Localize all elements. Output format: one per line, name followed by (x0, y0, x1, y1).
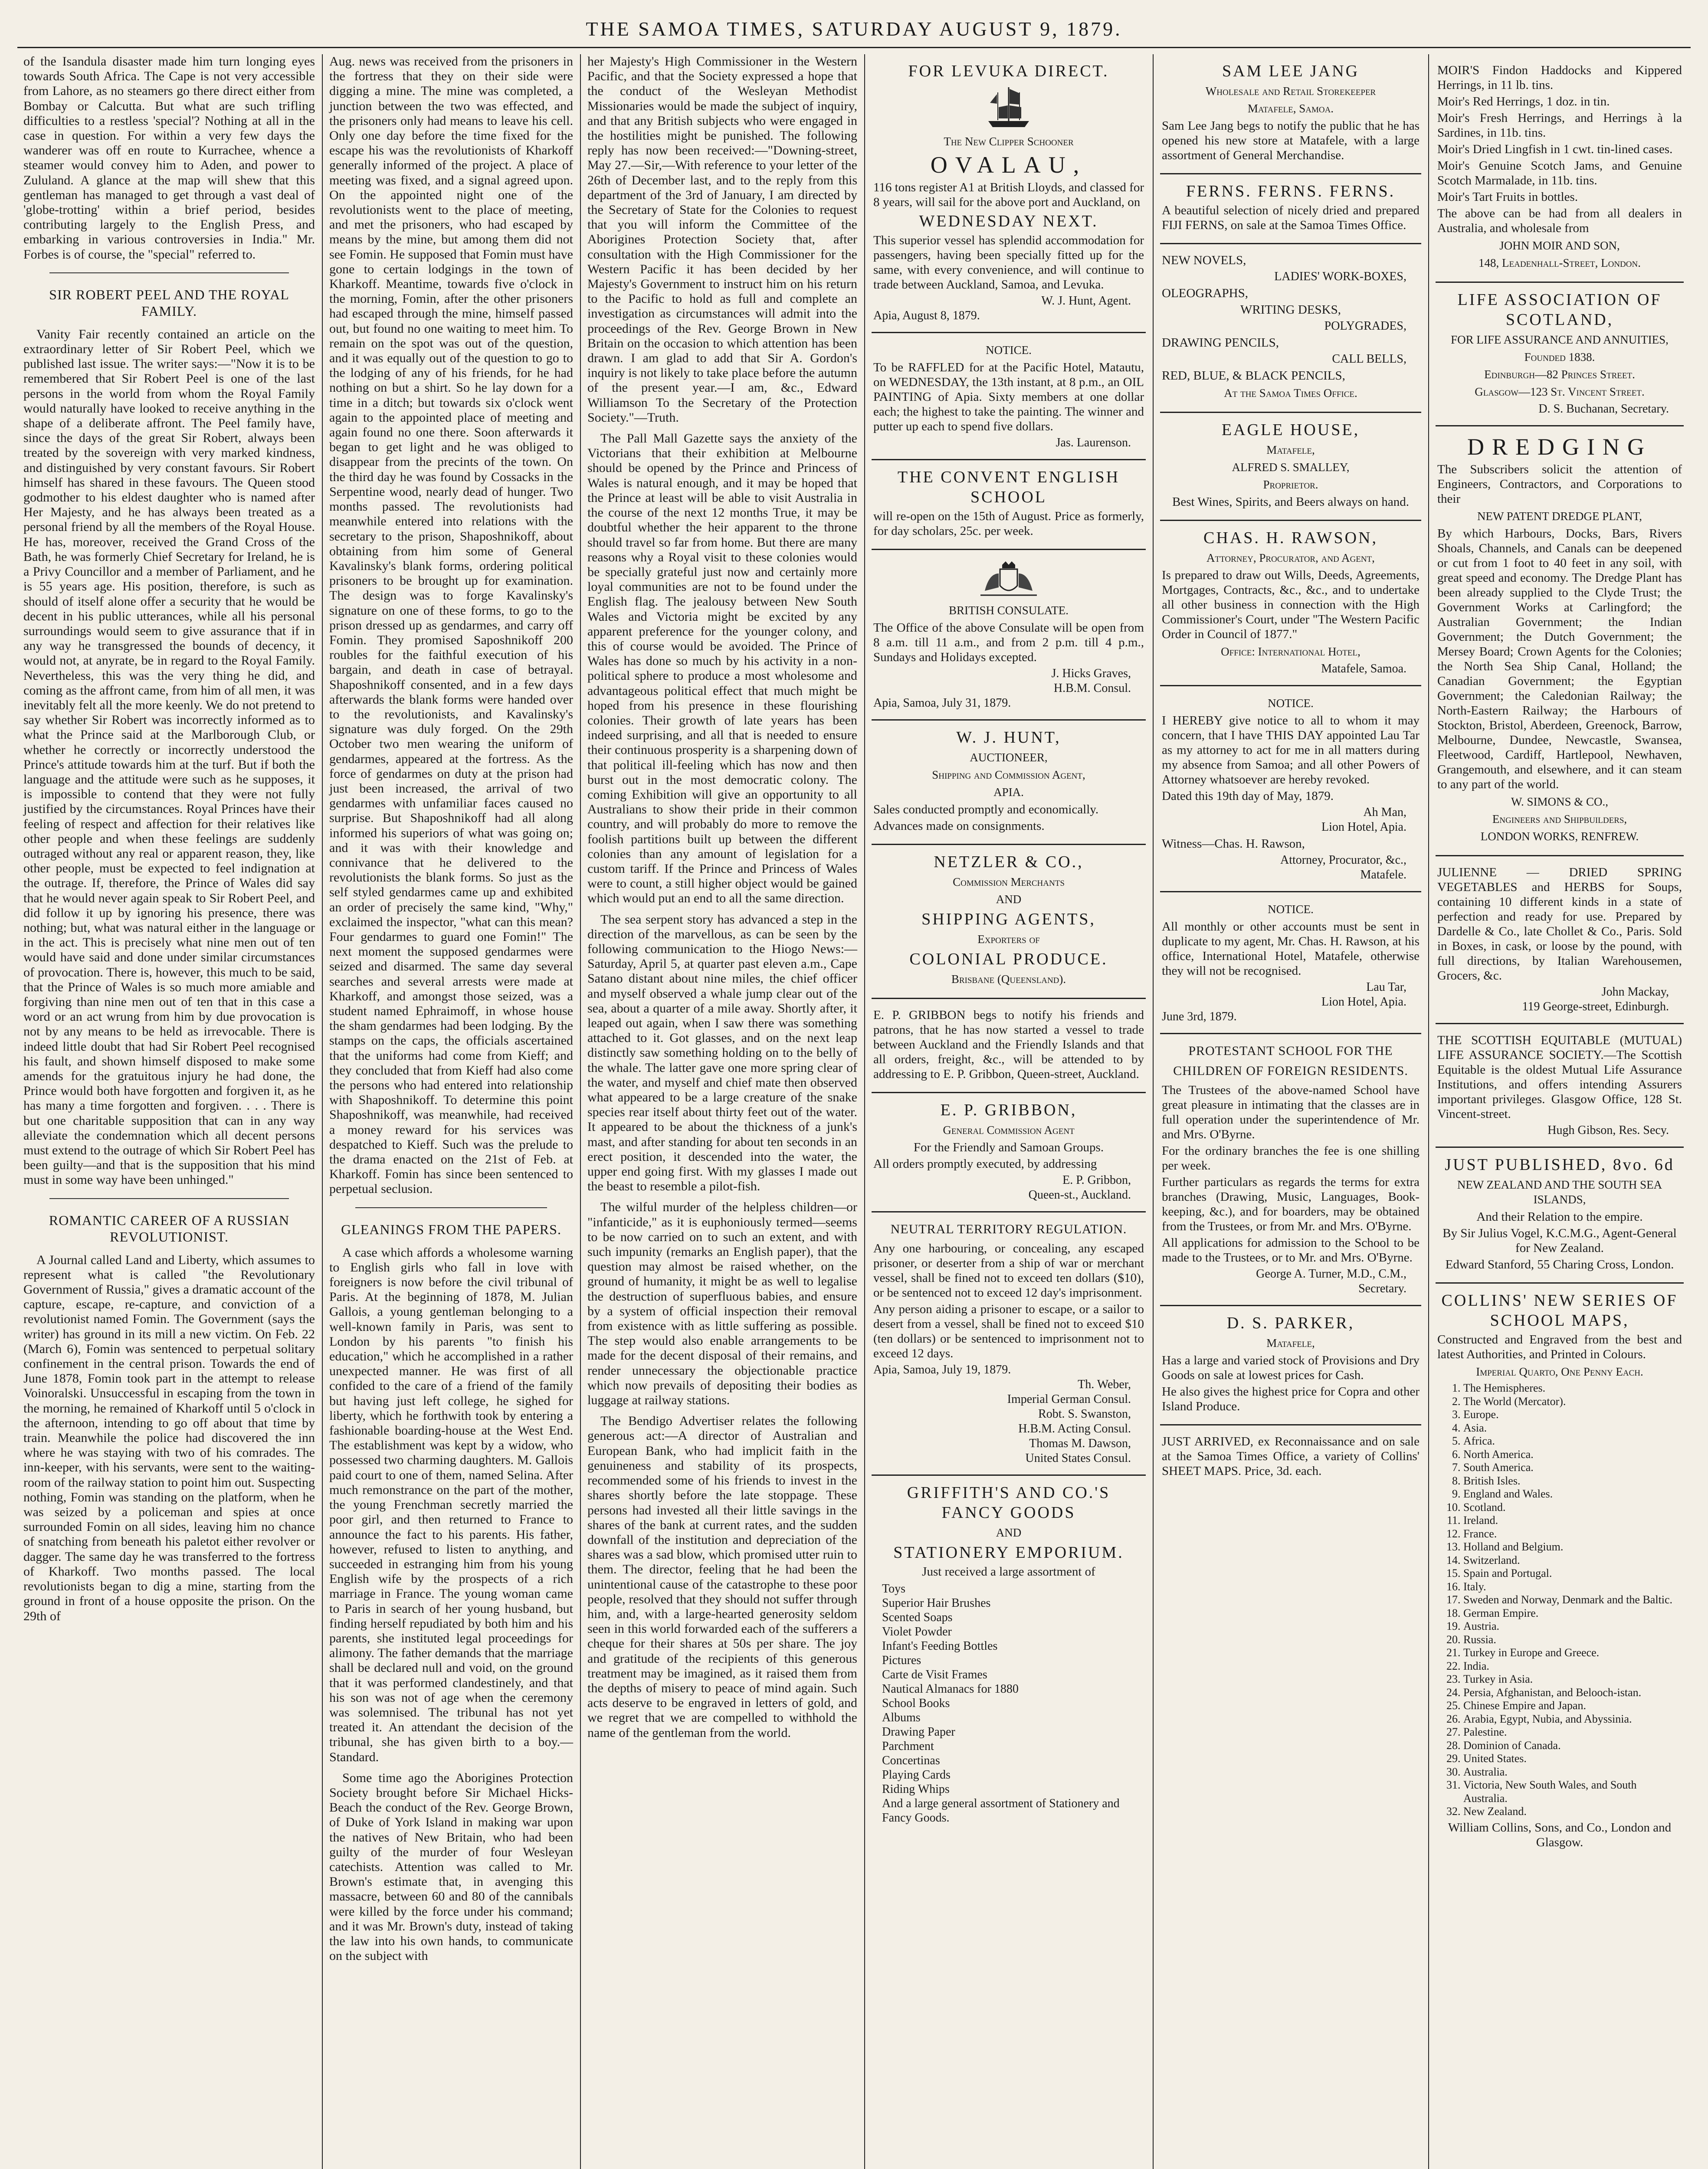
ad-signature: E. P. Gribbon, (1062, 1173, 1131, 1187)
list-item: 8. British Isles. (1463, 1474, 1682, 1488)
ad-text: Any person aiding a prisoner to escape, or a sailor to desert from a vessel, shall be fined not to exceed $10 (ten dollars) or be sentenced to imprisonment not to exceed 12 days. (873, 1302, 1144, 1360)
ad-signature: Engineers and Shipbuilders, (1492, 813, 1627, 826)
list-item: 30. Australia. (1463, 1766, 1682, 1779)
ad-dateline: Apia, Samoa, July 31, 1879. (873, 696, 1011, 710)
ad-signature: William Collins, Sons, and Co., London and Glasgow. (1448, 1820, 1672, 1849)
ad-text: NEW ZEALAND AND THE SOUTH SEA ISLANDS, (1457, 1178, 1662, 1206)
list-item: 24. Persia, Afghanistan, and Belooch-istan. (1463, 1686, 1682, 1700)
column-4 (865, 54, 1152, 2169)
ad-signature: W. J. Hunt, Agent. (1041, 294, 1131, 308)
ad-text: APIA. (993, 786, 1024, 799)
ad-signature: 119 George-street, Edinburgh. (1522, 1000, 1669, 1013)
ad-signature: LONDON WORKS, RENFREW. (1480, 830, 1639, 843)
ad-text: AND (996, 893, 1022, 906)
ad-just-published (1436, 1148, 1684, 1284)
list-item: 7. South America. (1463, 1461, 1682, 1474)
ad-text: All applications for admission to the School to be made to the Trustees, or to Mr. and Mrs. O'Byrne. (1162, 1236, 1420, 1265)
ad-heading: E. P. GRIBBON, (940, 1101, 1077, 1119)
ad-julienne (1436, 856, 1684, 1024)
ad-text: Matafele, Samoa. (1247, 102, 1334, 115)
article-russian-continuation: Aug. news was received from the prisoners in the fortress that they on their side were digging a mine. The mine was completed, a junction between the two was effected, and the prisoners only had means to leave his cell. Only one day before the time fixed for the escape his was the revolutionists of Kharkoff generally informed of the project. A place of meeting was fixed, and a signal agreed upon. On the appointed night one of the revolutionists went to the place of meeting, and met the prisoners, who had escaped by means by the mine, but among them did not see Fomin. He supposed that Fomin must have gone to certain lodgings in the town of Kharkoff. Meantime, towards five o'clock in the morning, Fomin, after the other prisoners had escaped through the mine, himself passed out, but found no one waiting to meet him. To remain on the spot was out of the question, and it was equally out of the question to go to the lodging of any of his friends, for he had nothing on but a shirt. So he lay down for a time in a ditch; but towards six o'clock went again to the appointed place of meeting and again found no one there. Soon afterwards it began to get light and he was obliged to disappear from the precints of the town. On the third day he was found by Cossacks in the Serpentine wood, nearly dead of hunger. Two months passed. The revolutionists had meanwhile entered into relations with the secretary to the prison, Shaposhnikoff, about obtaining from him some of General Kavalinsky's blank forms, ordering political prisoners to be brought up for examination. The design was to forge Kavalinsky's signature on one of these forms, to go to the prison dressed up as gendarmes, and carry off Fomin. They promised Saposhnikoff 200 roubles for the faithful execution of his bargain, and death in case of betrayal. Shaposhnikoff consented, and in a few days afterwards the blank forms were handed over to the revolutionists, and Kavalinsky's signature was duly forged. On the 29th October two men wearing the uniform of gendarmes, appeared at the fortress. As the force of gendarmes on duty at the prison had just been increased, the arrival of two gendarmes with unfamiliar faces caused no surprise. But Shaposhnikoff had all along informed his superiors of what was going on; and it was with their knowledge and connivance that he delivered to the revolutionists the blank forms. So just as the self styled gendarmes came up and exhibited an order of precisely the same kind, "Why," exclaimed the inspector, "what can this mean? Four gendarmes to guard one Fomin!" The next moment the supposed gendarmes were seized and disarmed. The same day several searches and several arrests were made at Kharkoff, and amongst those seized, was a student named Ephraimoff, in whose house the sham gendarmes had been lodging. By the stamps on the caps, the officials ascertained that the uniforms had come from Kieff; and they concluded that from Kieff had also come the persons who had entered into relationship with Shaposhnikoff. To determine this point Shaposhnikoff, was meanwhile, had received a money reward for his services was despatched to Kieff. Such was the prelude to the drama enacted on the 21st of Feb. at Kharkoff. Fomin has since been sentenced to perpetual seclusion. (329, 54, 573, 1196)
column-3 (581, 54, 863, 2169)
headline-russian: ROMANTIC CAREER OF A RUSSIAN REVOLUTIONIST. (49, 1212, 290, 1245)
ad-heading: NOTICE. (1268, 903, 1314, 916)
ad-heading: NEUTRAL TERRITORY REGULATION. (890, 1222, 1127, 1236)
list-item: Infant's Feeding Bottles (882, 1639, 998, 1653)
ad-text: WRITING DESKS, (1240, 303, 1341, 317)
ad-hunt-auctioneer (872, 721, 1146, 845)
list-item: 12. France. (1463, 1527, 1682, 1541)
ad-signature: John Mackay, (1601, 985, 1669, 999)
royal-crest-icon (976, 560, 1041, 600)
ad-text: The New Clipper Schooner (944, 135, 1074, 148)
list-item: 25. Chinese Empire and Japan. (1463, 1699, 1682, 1713)
ad-text: I HEREBY give notice to all to whom it may concern, that I have THIS DAY appointed Lau Tar as my attorney to act for me in all matters during my absence from Samoa; and all other Powers of Attorney whatsoever are hereby revoked. (1162, 714, 1420, 786)
ad-signature: Jas. Laurenson. (1056, 436, 1131, 449)
ad-signature: Matafele. (1360, 868, 1406, 881)
ad-text: Has a large and varied stock of Provisions and Dry Goods on sale at lowest prices for Cash. (1162, 1353, 1420, 1382)
list-item: Playing Cards (882, 1768, 951, 1782)
ad-text: Is prepared to draw out Wills, Deeds, Agreements, Mortgages, Contracts, &c., &c., and to undertake all other business in connection with the High Commissioner's Court, under "The Western Pacific Order in Council of 1877." (1162, 568, 1420, 641)
ad-netzler (872, 845, 1146, 999)
ad-text: Edinburgh—82 Princes Street. (1484, 368, 1635, 381)
ad-text: He also gives the highest price for Copra and other Island Produce. (1162, 1385, 1420, 1413)
ad-text: 148, Leadenhall-Street, London. (1479, 256, 1641, 269)
ad-signature: George A. Turner, M.D., C.M., (1256, 1267, 1406, 1281)
ad-signature: H.B.M. Acting Consul. (1018, 1422, 1131, 1435)
list-item: Parchment (882, 1740, 934, 1753)
ad-text: LADIES' WORK-BOXES, (1274, 270, 1406, 283)
list-item: 5. Africa. (1463, 1435, 1682, 1448)
ad-text: CALL BELLS, (1332, 352, 1406, 366)
ad-heading: LIFE ASSOCIATION OF SCOTLAND, (1457, 291, 1662, 329)
ad-text: Shipping and Commission Agent, (932, 768, 1085, 781)
ad-rawson (1160, 521, 1421, 686)
ad-text: For the Friendly and Samoan Groups. (913, 1140, 1104, 1154)
ad-text: This superior vessel has splendid accommodation for passengers, having been specially fitted up for the same, with every convenience, and will continue to trade between Auckland, Samoa, and Levuka. (873, 233, 1144, 292)
masthead-rule (17, 47, 1691, 48)
ad-heading: FERNS. FERNS. FERNS. (1186, 182, 1396, 200)
ad-text: NEW PATENT DREDGE PLANT, (1477, 510, 1642, 523)
ad-heading: NOTICE. (986, 344, 1032, 357)
column-6 (1429, 54, 1690, 2169)
column-1 (17, 54, 321, 2169)
ad-text: THE SCOTTISH EQUITABLE (MUTUAL) LIFE ASSURANCE SOCIETY.—The Scottish Equitable is the oldest Mutual Life Assurance Institutions, and offers intending Assurers important privileges. Glasgow Office, 128 St. Vincent-street. (1437, 1033, 1682, 1121)
ad-signature: Robt. S. Swanston, (1038, 1407, 1131, 1421)
list-item: 13. Holland and Belgium. (1463, 1540, 1682, 1554)
ad-text: NEW NOVELS, (1162, 253, 1246, 267)
ad-text: JOHN MOIR AND SON, (1499, 239, 1620, 252)
ad-dateline: Apia, August 8, 1879. (873, 309, 980, 322)
ad-text: General Commission Agent (943, 1124, 1075, 1137)
gleaning-paragraph: A case which affords a wholesome warning to English girls who fall in love with foreigners is now before the civil tribunal of Paris. At the beginning of 1878, M. Julian Gallois, a young gentleman belonging to a well-known family in Paris, was sent to London by his parents "to finish his education," which he accomplished in a rather unexpected manner. He was first of all confided to the care of a friend of the family but having just left college, he sighed for liberty, which he forthwith took by entering a fashionable boarding-house at the West End. The establishment was kept by a widow, who possessed two charming daughters. M. Gallois paid court to one of them, named Selina. After much remonstrance on the part of the mother, the young Frenchman secretly married the poor girl, and then returned to France to announce the fact to his parents. His father, however, refused to listen to anything, and succeeded in estranging him from his young English wife by the prospects of a rich marriage in France. The young woman came to Paris in search of her young husband, but finding herself repudiated by both him and his parents, she instituted legal proceedings for alimony. The father demands that the marriage shall be declared null and void, on the ground that it was performed clandestinely, and that his son was not of age when the ceremony was solemnised. The tribunal has not yet treated it. An attendant the decision of the tribunal, she has given birth to a boy.—Standard. (329, 1245, 573, 1764)
gleaning-paragraph: The wilful murder of the helpless children—or "infanticide," as it is euphoniously termed—seems to be now carried on to such an extent, and with such impunity (remarks an English paper), that the question may almost be raised whether, on the ground of humanity, it might be as well to legalise the destruction of superfluous babies, and ensure by a system of official inspection their removal from existence with as little suffering as possible. The step would also enable arrangements to be made for the decent disposal of their remains, and render unnecessary the objectionable practice which now prevails of depositing their bodies as luggage at railway stations. (587, 1200, 857, 1408)
ad-heading: DREDGING (1467, 434, 1652, 460)
ad-text: All monthly or other accounts must be sent in duplicate to my agent, Mr. Chas. H. Rawson, at his office, International Hotel, Matafele, otherwise they will not be recognised. (1162, 920, 1420, 978)
ad-text: STATIONERY EMPORIUM. (893, 1543, 1124, 1562)
ad-text: ALFRED S. SMALLEY, (1232, 461, 1350, 474)
ad-text: Moir's Genuine Scotch Jams, and Genuine Scotch Marmalade, in 11b. tins. (1437, 159, 1682, 187)
list-item: 2. The World (Mercator). (1463, 1395, 1682, 1409)
sailing-date: WEDNESDAY NEXT. (919, 212, 1098, 230)
article-separator (49, 272, 289, 273)
ad-text: A beautiful selection of nicely dried and prepared FIJI FERNS, on sale at the Samoa Times Office. (1162, 203, 1420, 232)
ad-notice-attorney (1160, 686, 1421, 892)
list-item: Scented Soaps (882, 1611, 953, 1624)
ad-text: RED, BLUE, & BLACK PENCILS, (1162, 369, 1345, 383)
list-item: 6. North America. (1463, 1448, 1682, 1461)
list-item: 17. Sweden and Norway, Denmark and the Baltic. (1463, 1593, 1682, 1607)
ad-text: Proprietor. (1263, 478, 1318, 491)
ad-heading: NETZLER & CO., (934, 853, 1084, 871)
ad-text: Wholesale and Retail Storekeeper (1205, 85, 1376, 98)
list-item: 22. India. (1463, 1660, 1682, 1673)
ad-heading: THE CONVENT ENGLISH SCHOOL (897, 468, 1120, 506)
ad-dateline: June 3rd, 1879. (1162, 1010, 1237, 1023)
ad-text: Moir's Red Herrings, 1 doz. in tin. (1437, 95, 1610, 108)
ad-text: For the ordinary branches the fee is one shilling per week. (1162, 1144, 1420, 1173)
ad-text: Any one harbouring, or concealing, any escaped prisoner, or deserter from a ship of war or merchant vessel, shall be fined not to exceed ten dollars ($10), or be sentenced not to exceed 12 day's imprisonment. (873, 1242, 1144, 1300)
article-separator (355, 1207, 547, 1208)
ad-text: Matafele, Samoa. (1321, 662, 1406, 675)
column-2 (323, 54, 579, 2169)
ad-text: Matafele, (1266, 443, 1315, 456)
gleaning-paragraph: Some time ago the Aborigines Protection Society brought before Sir Michael Hicks-Beach the conduct of the Rev. George Brown, of Duke of York Island in making war upon the natives of New Britain, who had been guilty of the murder of four Wesleyan catechists. Attention was called to Mr. Brown's estimate that, in avenging this massacre, between 60 and 80 of the cannibals were killed by the force under his command; and it was Mr. Brown's duty, instead of taking the law into his own hands, to communicate on the subject with (329, 1770, 573, 1963)
ad-text: Founded 1838. (1524, 351, 1595, 364)
ad-griffith-emporium (872, 1476, 1146, 1834)
ad-text: JUST ARRIVED, ex Reconnaissance and on sale at the Samoa Times Office, a variety of Collins' SHEET MAPS. Price, 3d. each. (1162, 1435, 1420, 1478)
ad-text: Matafele, (1266, 1337, 1315, 1350)
list-item: 11. Ireland. (1463, 1514, 1682, 1527)
ad-text: E. P. GRIBBON begs to notify his friends and patrons, that he has now started a vessel to trade between Auckland and the Friendly Islands and that all orders, freight, &c., will be attended to by addressing to E. P. Gribbon, Queen-street, Auckland. (873, 1008, 1144, 1081)
ad-text: The Trustees of the above-named School have great pleasure in intimating that the classes are in full operation under the superintendence of Mr. and Mrs. O'Byrne. (1162, 1083, 1420, 1141)
ad-dateline: Apia, Samoa, July 19, 1879. (873, 1363, 1011, 1376)
ad-text: Exporters of (977, 933, 1040, 946)
ad-text: Just received a large assortment of (922, 1565, 1095, 1579)
list-item: 31. Victoria, New South Wales, and South Australia. (1463, 1779, 1682, 1805)
ad-text: 116 tons register A1 at British Lloyds, and classed for 8 years, will sail for the above port and Auckland, on (873, 180, 1144, 209)
list-item: 3. Europe. (1463, 1408, 1682, 1422)
gleaning-paragraph: The sea serpent story has advanced a step in the direction of the marvellous, as can be seen by the following communication to the Hiogo News:—Saturday, April 5, at quarter past eleven a.m., Cape Satano distant about nine miles, the chief officer and myself observed a whale jump clear out of the sea, about a quarter of a mile away. Shortly after, it leaped out again, when I saw there was something attached to it. Got glasses, and on the next leap distinctly saw something holding on to the belly of the whale. The latter gave one more spring clear of the water, and myself and chief mate then observed what appeared to be a large creature of the snake species rear itself about thirty feet out of the water. It appeared to be about the thickness of a junk's mast, and after standing for about ten seconds in an erect position, it descended into the water, the upper end going first. With my glasses I made out the beast to resemble a pilot-fish. (587, 912, 857, 1194)
ad-text: OLEOGRAPHS, (1162, 286, 1248, 300)
ad-heading: SAM LEE JANG (1222, 62, 1360, 80)
ad-sam-lee-jang (1160, 54, 1421, 174)
ad-moir (1436, 54, 1684, 283)
list-item: 9. England and Wales. (1463, 1488, 1682, 1501)
list-item: 18. German Empire. (1463, 1607, 1682, 1620)
sailing-ship-icon (985, 84, 1033, 131)
ad-notice-accounts (1160, 892, 1421, 1034)
ad-heading: W. J. HUNT, (956, 728, 1061, 747)
list-item: 10. Scotland. (1463, 1501, 1682, 1514)
list-item: 32. New Zealand. (1463, 1805, 1682, 1818)
map-list (1463, 1382, 1682, 1818)
ad-gribbon-vessel (872, 999, 1146, 1093)
ad-convent-school (872, 460, 1146, 550)
list-item: 15. Spain and Portugal. (1463, 1567, 1682, 1580)
ad-heading: EAGLE HOUSE, (1221, 421, 1360, 439)
ad-heading: BRITISH CONSULATE. (948, 604, 1069, 617)
ad-signature: Lion Hotel, Apia. (1321, 995, 1406, 1009)
ad-heading: FOR LEVUKA DIRECT. (908, 62, 1109, 80)
ad-text: AND (996, 1526, 1022, 1539)
article-russian-body: A Journal called Land and Liberty, which assumes to represent what is called "the Revolutionary Government of Russia," gives a dramatic account of the capture, escape, re-capture, and conviction of a revolutionist named Fomin. The Government (says the writer) has ground in its mill a new victim. On Feb. 22 (March 6), Fomin was sentenced to perpetual solitary confinement in the central prison. Towards the end of June 1878, Fomin took part in the attempt to release Voinoralski. Unsuccessful in escaping from the town in the morning, he remained of Kharkoff until 5 o'clock in the afternoon, intending to go off about that time by train. Meanwhile the police had discovered the inn where he was staying with two of his comrades. The inn-keeper, with his servants, were sent to the waiting-room of the railway station to point him out. Suspecting nothing, Fomin was standing on the platform, when he was seized by a policeman and spies at once surrounded Fomin on all sides, leaving him no chance of snatching from beneath his paletot either revolver or dagger. The same day he was transferred to the fortress of Kharkoff. Two months passed. The local revolutionists began to dig a mine, starting from the ground in front of a house opposite the prison. On the 29th of (23, 1252, 315, 1623)
ad-signature: Ah Man, (1363, 806, 1406, 819)
ad-text: DRAWING PENCILS, (1162, 336, 1279, 350)
list-item: School Books (882, 1697, 950, 1710)
column-divider (580, 54, 581, 2169)
ad-text: The above can be had from all dealers in Australia, and wholesale from (1437, 206, 1682, 235)
newspaper-title: THE SAMOA TIMES, SATURDAY AUGUST 9, 1879. (586, 18, 1122, 40)
ad-collins-maps (1436, 1284, 1684, 1860)
ad-raffle-notice (872, 333, 1146, 460)
ad-text: Moir's Tart Fruits in bottles. (1437, 190, 1578, 204)
ad-text: Glasgow—123 St. Vincent Street. (1475, 385, 1645, 398)
ad-heading: JUST PUBLISHED, 8vo. 6d (1445, 1156, 1675, 1174)
ad-neutral-territory (872, 1212, 1146, 1476)
ad-eagle-house (1160, 413, 1421, 521)
ad-text: JULIENNE — DRIED SPRING VEGETABLES and HERBS for Soups, containing 10 different kinds in a state of perfection and ready for use. Prepared by Dardelle & Co., late Chollet & Co., Paris. Sold in Boxes, in cask, or loose by the pound, with full directions, by Italian Warehousemen, Grocers, &c. (1437, 865, 1682, 983)
list-item: 28. Dominion of Canada. (1463, 1739, 1682, 1753)
article-separator (49, 1198, 289, 1199)
ad-signature: Th. Weber, (1078, 1378, 1131, 1391)
ad-life-association (1436, 283, 1684, 426)
masthead (0, 0, 1708, 52)
column-divider (1428, 54, 1429, 2169)
ad-gribbon-agent (872, 1093, 1146, 1212)
ad-text: Attorney, Procurator, and Agent, (1206, 551, 1375, 564)
goods-list (873, 1582, 1144, 1825)
ad-signature: Hugh Gibson, Res. Secy. (1547, 1124, 1669, 1137)
ad-text: Edward Stanford, 55 Charing Cross, London. (1445, 1258, 1674, 1271)
ad-text: By Sir Julius Vogel, K.C.M.G., Agent-General for New Zealand. (1442, 1226, 1677, 1255)
list-item: Carte de Visit Frames (882, 1668, 987, 1681)
ad-signature: Lion Hotel, Apia. (1321, 820, 1406, 834)
list-item: 21. Turkey in Europe and Greece. (1463, 1646, 1682, 1660)
list-item: 23. Turkey in Asia. (1463, 1673, 1682, 1686)
ad-text: will re-open on the 15th of August. Price as formerly, for day scholars, 25c. per week. (873, 509, 1144, 538)
ad-signature: Thomas M. Dawson, (1029, 1437, 1131, 1450)
list-item: Superior Hair Brushes (882, 1596, 991, 1610)
article-peel-body: Vanity Fair recently contained an article on the extraordinary letter of Sir Robert Peel, which we published last issue. The writer says:—"Now it is to be remembered that Sir Robert Peel is one of the last persons in the world from whom the Royal Family would naturally have looked to receive anything in the shape of a deliberate affront. The Peel family have, since the days of the great Sir Robert, always been treated by the sovereign with very marked kindness, and distinguished by very constant favours. Sir Robert himself has shared in these favours. The Queen stood godmother to his eldest daughter who is named after Her Majesty, and he has always been treated as a personal friend by all the members of the Royal House. He has, moreover, received the Grand Cross of the Bath, he was formerly Chief Secretary for Ireland, he is a Privy Councillor and a member of Parliament, and he is 55 years age. His position, therefore, is such as should of itself alone offer a security that he would be decent in his public utterances, while all his personal surroundings would seem to give assurance that if in any way he transgressed the bounds of decency, it would not, at anyrate, be in regard to the Royal Family. Nevertheless, this was the very thing he did, and coming as the affront came, from him of all men, it was inevitably felt all the more keenly. We do not pretend to say whether Sir Robert was incorrectly informed as to what the Prince said at the Marlborough Club, or whether he correctly or incorrectly understood the Prince's attitude towards him at the turf. But if both the language and the attitude were such as he supposes, it is impossible to contend that they were not fully justified by the circumstances. Royal Princes have their feeling of respect and affection for their relatives like other people and when these feelings are suddenly outraged without any real or apparent reason, they, like other people, must be expected to feel indignation at the outrage. If, therefore, the Prince of Wales did say that he would never again speak to Sir Robert Peel, and did follow it up by ignoring his presence, there was nothing; but, what was natural either in the language or in the act. This is precisely what nine men out of ten would have said and done under similar circumstances of provocation. There is, however, this much to be said, that the Prince of Wales is so much more amiable and forgiving than nine men out of ten that in this case a word or an act wrung from him by due provocation is not by any means to be held as irrevocable. There is indeed little doubt that had Sir Robert Peel recognised his fault, and shown himself disposed to make some amends for the gratuitous injury he had done, the Prince would both have forgotten and forgiven it, as he has many a time forgotten and forgiven. . . . There is but one charitable supposition that can in any way alleviate the condemnation which all decent persons must extend to the outrage of which Sir Robert Peel has been guilty—and that is the supposition that his mind must in some way have been unhinged." (23, 327, 315, 1187)
ad-text: FANCY GOODS (941, 1504, 1076, 1522)
ad-text: SHIPPING AGENTS, (921, 910, 1096, 928)
ad-just-arrived (1160, 1425, 1421, 1489)
ad-text: COLONIAL PRODUCE. (909, 950, 1108, 968)
ad-text: Office: International Hotel, (1221, 645, 1360, 658)
ad-heading: GRIFFITH'S AND CO.'S (907, 1484, 1111, 1502)
ad-levuka-direct (872, 54, 1146, 333)
list-item: 20. Russia. (1463, 1633, 1682, 1647)
ad-signature: W. SIMONS & CO., (1511, 795, 1609, 808)
ad-text: Commission Merchants (953, 875, 1065, 888)
ad-text: Moir's Dried Lingfish in 1 cwt. tin-lined cases. (1437, 142, 1673, 156)
ad-signature: J. Hicks Graves, (1051, 667, 1131, 680)
ad-scottish-equitable (1436, 1024, 1684, 1148)
gleaning-paragraph: The Bendigo Advertiser relates the following generous act:—A director of Australian and European Bank, who had implicit faith in the genuineness and stability of its prospects, recommended some of his friends to invest in the shares shortly before the late stoppage. These persons had invested all their little savings in the shares of the bank at current rates, and the sudden downfall of the institution and depreciation of the shares was a sad blow, which promised utter ruin to them. The director, feeling that he had been the unintentional cause of the catastrophe to these poor people, resolved that they should not suffer through him, and, with a large-hearted generosity seldom seen in this world forwarded each of the sufferers a cheque for their shares at 50s per share. The joy and gratitude of the recipients of this generous treatment may be imagined, as it raised them from the depths of misery to peace of mind again. Such acts deserve to be engraved in letters of gold, and we regret that we are compelled to withhold the name of the gentleman from the world. (587, 1414, 857, 1740)
list-item: 26. Arabia, Egypt, Nubia, and Abyssinia. (1463, 1713, 1682, 1726)
list-item: Pictures (882, 1654, 921, 1667)
headline-peel: SIR ROBERT PEEL AND THE ROYAL FAMILY. (49, 286, 289, 319)
list-item: Drawing Paper (882, 1725, 955, 1739)
ad-signature: Imperial German Consul. (1007, 1392, 1131, 1406)
list-item: Albums (882, 1711, 921, 1724)
ad-british-consulate (872, 550, 1146, 721)
ad-signature: H.B.M. Consul. (1053, 681, 1131, 695)
ad-text: The Subscribers solicit the attention of Engineers, Contractors, and Corporations to their (1437, 462, 1682, 506)
list-item: 29. United States. (1463, 1752, 1682, 1766)
ad-dredging (1436, 426, 1684, 856)
ad-text: POLYGRADES, (1324, 319, 1406, 333)
column-divider (1153, 54, 1154, 2169)
ad-text: MOIR'S Findon Haddocks and Kippered Herrings, in 11 lb. tins. (1437, 63, 1682, 92)
ad-text: By which Harbours, Docks, Bars, Rivers Shoals, Channels, and Canals can be deepened or cut from 1 foot to 40 feet in any soil, with great speed and economy. The Dredge Plant has been already supplied to the Clyde Trust; the Government Works at Carlingford; the Australian Government; the Indian Government; the Dutch Government; the Mersey Board; Crown Agents for the Colonies; the North Sea Ship Canal, Holland; the Canadian Government; the Egyptian Government; the Caledonian Railway; the North-Eastern Railway; the Harbours of Stockton, Bristol, Aberdeen, Greenock, Barrow, Melbourne, Dundee, Newcastle, Swansea, Fleetwood, Cardiff, Hartlepool, Newhaven, Grangemouth, and elsewhere, and it can steam to any part of the world. (1437, 527, 1682, 791)
ad-ferns (1160, 174, 1421, 244)
ad-text: Further particulars as regards the terms for extra branches (Drawing, Music, Languages, Book-keeping, &c.), and for boarders, may be obtained from the Trustees, or from Mr. and Mrs. O'Byrne. (1162, 1175, 1420, 1233)
ad-text: Brisbane (Queensland). (951, 973, 1066, 986)
list-item: 16. Italy. (1463, 1580, 1682, 1594)
ad-text: Dated this 19th day of May, 1879. (1162, 789, 1334, 803)
ad-text: All orders promptly executed, by addressing (873, 1157, 1097, 1171)
column-5 (1154, 54, 1427, 2169)
ad-signature: Lau Tar, (1366, 980, 1406, 994)
ad-heading: NOTICE. (1268, 697, 1314, 710)
ad-text: And their Relation to the empire. (1476, 1210, 1643, 1224)
list-item: And a large general assortment of Stationery and Fancy Goods. (882, 1797, 1120, 1825)
list-item: 1. The Hemispheres. (1463, 1382, 1682, 1395)
ad-text: Advances made on consignments. (873, 819, 1045, 833)
article-continuation: of the Isandula disaster made him turn longing eyes towards South Africa. The Cape is not very accessible from Lahore, as no steamers go there direct either from Bombay or Calcutta. But what are such trifling difficulties to a restless 'special'? Nothing at all in the case in question. For within a very few days the wanderer was off en route to Kurrachee, whence a steamer would convey him to Aden, and power to Zululand. A glance at the map will shew that this gentleman has managed to get through a vast deal of 'globe-trotting' within a brief period, besides contributing largely to the English Press, and embarking in various controversies in India." Mr. Forbes is of course, the "special" referred to. (23, 54, 315, 262)
ship-name: OVALAU, (930, 152, 1087, 178)
column-divider (864, 54, 865, 2169)
ad-text: Moir's Fresh Herrings, and Herrings à la Sardines, in 11b. tins. (1437, 111, 1682, 140)
list-item: Toys (882, 1582, 906, 1596)
ad-text: The Office of the above Consulate will be open from 8 a.m. till 11 a.m., and from 2 p.m. till 4 p.m., Sundays and Holidays excepted. (873, 621, 1144, 664)
ad-heading: D. S. PARKER, (1226, 1314, 1355, 1332)
ad-heading: CHAS. H. RAWSON, (1203, 529, 1378, 547)
ad-text: Sam Lee Jang begs to notify the public that he has opened his new store at Matafele, with a large assortment of General Merchandise. (1162, 119, 1420, 162)
ad-heading: COLLINS' NEW SERIES OF SCHOOL MAPS, (1441, 1291, 1678, 1330)
ad-text: To be RAFFLED for at the Pacific Hotel, Matautu, on WEDNESDAY, the 13th instant, at 8 p.m., an OIL PAINTING of Apia. Sixty members at one dollar each; the highest to take the painting. The winner and putter up each to spend five dollars. (873, 360, 1144, 433)
list-item: 4. Asia. (1463, 1422, 1682, 1435)
ad-signature: Attorney, Procurator, &c., (1280, 853, 1406, 867)
ad-signature: Secretary. (1358, 1282, 1406, 1295)
ad-text: FOR LIFE ASSURANCE AND ANNUITIES, (1451, 333, 1669, 346)
ad-text: Sales conducted promptly and economically. (873, 803, 1099, 816)
column-divider (322, 54, 323, 2169)
list-item: Violet Powder (882, 1625, 952, 1638)
ad-signature: D. S. Buchanan, Secretary. (1538, 402, 1669, 416)
ad-text: Imperial Quarto, One Penny Each. (1476, 1365, 1643, 1378)
ad-stationery (1160, 244, 1421, 413)
ad-signature: United States Consul. (1025, 1451, 1131, 1465)
ad-text: Constructed and Engraved from the best and latest Authorities, and Printed in Colours. (1437, 1333, 1682, 1361)
ad-text: Best Wines, Spirits, and Beers always on hand. (1172, 495, 1409, 509)
headline-gleanings: GLEANINGS FROM THE PAPERS. (341, 1221, 561, 1237)
list-item: 14. Switzerland. (1463, 1554, 1682, 1567)
gleaning-continuation: her Majesty's High Commissioner in the Western Pacific, and that the Society expressed a hope that the conduct of the Wesleyan Methodist Missionaries would be made the subject of inquiry, and that any British subjects who were engaged in the hostilities might be punished. The following reply has now been received:—"Downing-street, May 27.—Sir,—With reference to your letter of the 26th of December last, and to the reply from this department of the 3rd of January, I am directed by the Secretary of State for the Colonies to request that you will inform the Committee of the Aborigines Protection Society that, after consultation with the High Commissioner for the Western Pacific it has been decided by her Majesty's Government to instruct him on his return to the Pacific to hold as full and complete an investigation as circumstances will admit into the proceedings of the Rev. George Brown in New Britain on the occasion to which attention has been drawn. I am glad to add that Sir A. Gordon's inquiry is not likely to take place before the autumn of the present year.—I am, &c., Edward Williamson To the Secretary of the Protection Society."—Truth. (587, 54, 857, 425)
ad-signature: Queen-st., Auckland. (1028, 1188, 1131, 1202)
list-item: 19. Austria. (1463, 1620, 1682, 1633)
list-item: Concertinas (882, 1754, 940, 1767)
ad-heading: PROTESTANT SCHOOL FOR THE CHILDREN OF FOREIGN RESIDENTS. (1173, 1044, 1408, 1078)
ad-parker (1160, 1306, 1421, 1425)
ad-signature: Witness—Chas. H. Rawson, (1162, 837, 1305, 851)
list-item: Nautical Almanacs for 1880 (882, 1682, 1019, 1696)
ad-protestant-school (1160, 1034, 1421, 1306)
ad-text: At the Samoa Times Office. (1224, 387, 1357, 400)
list-item: 27. Palestine. (1463, 1726, 1682, 1739)
list-item: Riding Whips (882, 1782, 950, 1796)
gleaning-paragraph: The Pall Mall Gazette says the anxiety of the Victorians that their exhibition at Melbourne should be opened by the Prince and Princess of Wales is natural enough, and it may be hoped that the Prince at least will be able to visit Australia in the course of the next 12 months True, it may be doubtful whether the heir apparent to the throne should travel so far from home. But there are many reasons why a Royal visit to these colonies would be specially grateful just now and certainly more loyal communities are not to be found under the English flag. The jealousy between New South Wales and Victoria might be excited by any apparent preference for the younger colony, and this of course would be avoided. The Prince of Wales has done so much by his activity in a non-political sphere to produce a most wholesome and advantageous political effect that much might be hoped from his presence in these flourishing colonies. Their growth of late years has been indeed surprising, and all that is needed to ensure their continuous prosperity is a sharpening down of that political ill-feeling which has now and then burst out in the most democratic colony. The coming Exhibition will give an opportunity to all Australians to show their pride in their common country, and will probably do more to remove the foolish partitions built up between the different colonies than any amount of legislation for a custom tariff. If the Prince and Princess of Wales were to count, a still higher object would be gained which would put an end to all the same direction. (587, 431, 857, 906)
ad-text: AUCTIONEER, (970, 751, 1048, 764)
